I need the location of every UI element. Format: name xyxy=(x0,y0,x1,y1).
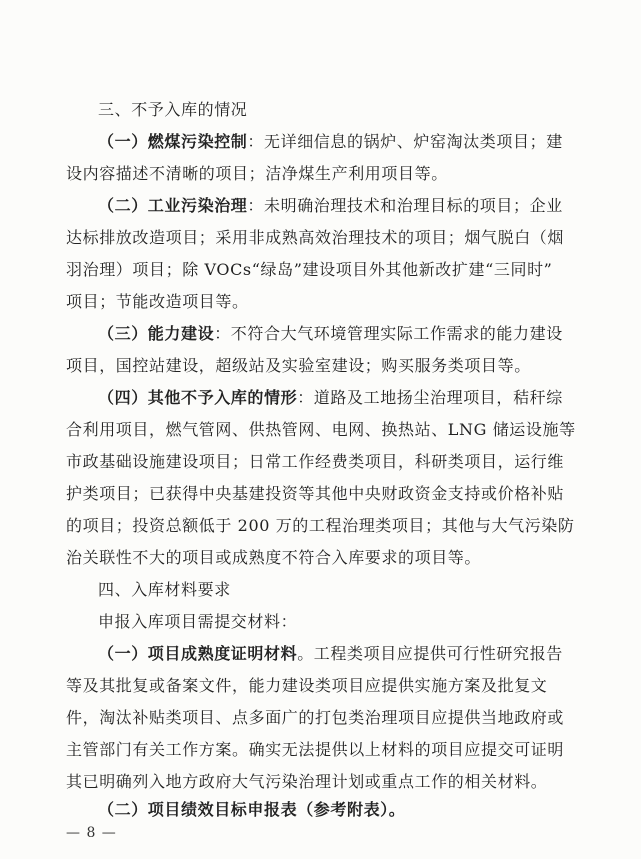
item-label: （一）项目成熟度证明材料 xyxy=(98,644,298,663)
paragraph-line: 项目，国控站建设，超级站及实验室建设；购买服务类项目等。 xyxy=(66,356,531,375)
paragraph-coal-control xyxy=(98,132,586,152)
item-text: 。工程类项目应提供可行性研究报告 xyxy=(297,644,563,663)
paragraph-line: 达标排放改造项目；采用非成熟高效治理技术的项目；烟气脱白（烟 xyxy=(66,228,565,247)
paragraph-performance-form: （二）项目绩效目标申报表（参考附表）。 xyxy=(98,800,406,819)
page-number: — 8 — xyxy=(66,825,117,841)
paragraph-line: 等及其批复或备案文件，能力建设类项目应提供实施方案及批复文 xyxy=(66,676,548,695)
item-text: ：不符合大气环境管理实际工作需求的能力建设 xyxy=(214,324,563,343)
paragraph-line: 主管部门有关工作方案。确实无法提供以上材料的项目应提交可证明 xyxy=(66,740,565,759)
item-label: （三）能力建设 xyxy=(98,324,215,343)
paragraph-maturity-materials xyxy=(98,644,586,664)
paragraph-line: 市政基础设施建设项目；日常工作经费类项目，科研类项目，运行维 xyxy=(66,452,565,471)
paragraph-line: 羽治理）项目；除 VOCs“绿岛”建设项目外其他新改扩建“三同时” xyxy=(66,260,553,279)
item-label: （二）工业污染治理 xyxy=(98,196,248,215)
item-text: ：未明确治理技术和治理目标的项目；企业 xyxy=(247,196,563,215)
paragraph-line: 项目；节能改造项目等。 xyxy=(66,292,249,311)
paragraph-capacity-building xyxy=(98,324,586,344)
paragraph-line: 护类项目；已获得中央基建投资等其他中央财政资金支持或价格补贴 xyxy=(66,484,565,503)
paragraph-line: 合利用项目，燃气管网、供热管网、电网、换热站、LNG 储运设施等 xyxy=(66,420,576,439)
section-heading-4: 四、入库材料要求 xyxy=(98,580,231,599)
paragraph-line: 件，淘汰补贴类项目、点多面广的打包类治理项目应提供当地政府或 xyxy=(66,708,565,727)
paragraph-line: 的项目；投资总额低于 200 万的工程治理类项目；其他与大气污染防 xyxy=(66,516,575,535)
section-heading-3: 三、不予入库的情况 xyxy=(98,100,248,119)
item-text: ：无详细信息的锅炉、炉窑淘汰类项目；建 xyxy=(247,132,563,151)
paragraph-other-exclusions xyxy=(98,388,586,408)
paragraph-line: 其已明确列入地方政府大气污染治理计划或重点工作的相关材料。 xyxy=(66,772,548,791)
section-intro: 申报入库项目需提交材料： xyxy=(98,612,298,631)
item-label: （一）燃煤污染控制 xyxy=(98,132,248,151)
paragraph-industrial-pollution xyxy=(98,196,586,216)
paragraph-line: 设内容描述不清晰的项目；洁净煤生产利用项目等。 xyxy=(66,164,448,183)
paragraph-line: 治关联性不大的项目或成熟度不符合入库要求的项目等。 xyxy=(66,548,482,567)
item-text: ：道路及工地扬尘治理项目，秸秆综 xyxy=(297,388,563,407)
item-label: （四）其他不予入库的情形 xyxy=(98,388,298,407)
